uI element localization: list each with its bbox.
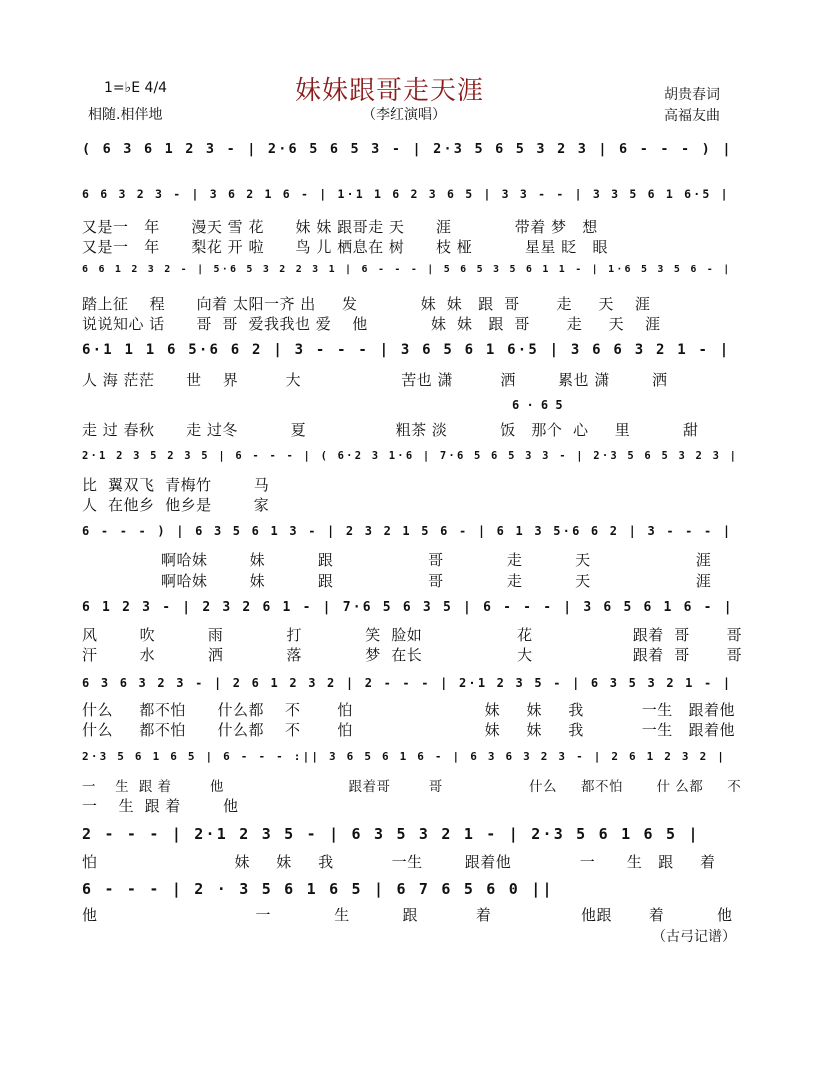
lyric-line-verse-2: 一 生 跟 着 他 (82, 797, 239, 815)
singer-credit: （李红演唱） (362, 107, 446, 123)
lyric-line-verse-1: 一 生 跟 着 他 跟着哥 哥 什么 都不怕 什 么都 不 (82, 779, 742, 795)
tempo-marking: 相随.相伴地 (88, 107, 163, 123)
lyric-line-verse-1: 踏上征 程 向着 太阳一齐 出 发 妹 妹 跟 哥 走 天 涯 (82, 295, 651, 313)
lyric-line-verse-1: 怕 妹 妹 我 一生 跟着他 一 生 跟 着 (82, 853, 716, 871)
key-signature: 1=♭E 4/4 (104, 80, 168, 96)
composer-credit: 高福友曲 (664, 108, 720, 124)
jianpu-notes: 6 6 1 2 3 2 - | 5·6 5 3 2 2 3 1 | 6 - - - | 5 6 5 3 5 6 1 1 - | 1·6 5 3 5 6 - | (82, 264, 732, 275)
jianpu-notes: 2·1 2 3 5 2 3 5 | 6 - - - | ( 6·2 3 1·6 | 7·6 5 6 5 3 3 - | 2·3 5 6 5 3 2 3 | (82, 450, 739, 462)
lyric-line-verse-2: 又是一 年 梨花 开 啦 鸟 儿 栖息在 树 枝 桠 星星 眨 眼 (82, 238, 608, 256)
jianpu-notes: 6 6 3 2 3 - | 3 6 2 1 6 - | 1·1 1 6 2 3 6 5 | 3 3 - - | 3 3 5 6 1 6·5 | (82, 187, 730, 201)
lyric-line-verse-2: 人 在他乡 他乡是 家 (82, 496, 270, 514)
notation-row (82, 825, 742, 851)
notation-row (82, 450, 742, 476)
jianpu-notes: 6 3 6 3 2 3 - | 2 6 1 2 3 2 | 2 - - - | 2·1 2 3 5 - | 6 3 5 3 2 1 - | (82, 676, 733, 690)
lyric-line-verse-2: 说说知心 话 哥 哥 爱我我也 爱 他 妹 妹 跟 哥 走 天 涯 (82, 315, 661, 333)
transcriber-credit: （古弓记谱） (652, 929, 736, 945)
lyric-line-verse-1: 什么 都不怕 什么都 不 怕 妹 妹 我 一生 跟着他 (82, 701, 736, 719)
lyric-line-verse-1: 风 吹 雨 打 笑 脸如 花 跟着 哥 哥 (82, 626, 743, 644)
lyric-line-verse-1: 又是一 年 漫天 雪 花 妹 妹 跟哥走 天 涯 带着 梦 想 (82, 218, 598, 236)
notation-row (82, 264, 742, 290)
notation-row (82, 524, 742, 550)
jianpu-notes: 2 - - - | 2·1 2 3 5 - | 6 3 5 3 2 1 - | 2·3 5 6 1 6 5 | (82, 825, 700, 843)
jianpu-notes-fragment: 6 · 6 5 (512, 398, 563, 412)
lyricist-credit: 胡贵春词 (664, 87, 720, 103)
notation-row (82, 880, 742, 906)
jianpu-notes: 6 - - - ) | 6 3 5 6 1 3 - | 2 3 2 1 5 6 - | 6 1 3 5·6 6 2 | 3 - - - | (82, 524, 733, 538)
song-title: 妹妹跟哥走天涯 (295, 76, 485, 106)
notation-row (82, 342, 742, 368)
jianpu-notes: 6·1 1 1 6 5·6 6 2 | 3 - - - | 3 6 5 6 1 6·5 | 3 6 6 3 2 1 - | (82, 342, 731, 358)
notation-row (82, 187, 742, 213)
notation-row (82, 141, 742, 167)
lyric-line-verse-2: 什么 都不怕 什么都 不 怕 妹 妹 我 一生 跟着他 (82, 721, 736, 739)
jianpu-notes: 6 1 2 3 - | 2 3 2 6 1 - | 7·6 5 6 3 5 | 6 - - - | 3 6 5 6 1 6 - | (82, 600, 734, 615)
notation-row (82, 600, 742, 626)
lyric-line-verse-1: 啊哈妹 妹 跟 哥 走 天 涯 (82, 551, 712, 569)
lyric-line-verse-1: 比 翼双飞 青梅竹 马 (82, 476, 270, 494)
lyric-line-verse-2: 汗 水 洒 落 梦 在长 大 跟着 哥 哥 (82, 646, 743, 664)
lyric-line-verse-2: 走 过 春秋 走 过冬 夏 粗茶 淡 饭 那个 心 里 甜 (82, 421, 699, 439)
lyric-line-verse-1: 人 海 茫茫 世 界 大 苦也 潇 洒 累也 潇 洒 (82, 371, 668, 389)
lyric-line-verse-1: 他 一 生 跟 着 他跟 着 他 (82, 906, 733, 924)
lyric-line-verse-2: 啊哈妹 妹 跟 哥 走 天 涯 (82, 572, 712, 590)
jianpu-notes: ( 6 3 6 1 2 3 - | 2·6 5 6 5 3 - | 2·3 5 6 5 3 2 3 | 6 - - - ) | (82, 141, 733, 157)
jianpu-notes: 6 - - - | 2 · 3 5 6 1 6 5 | 6 7 6 5 6 0 || (82, 880, 554, 898)
notation-row (82, 750, 742, 776)
jianpu-notes: 2·3 5 6 1 6 5 | 6 - - - :|| 3 6 5 6 1 6 - | 6 3 6 3 2 3 - | 2 6 1 2 3 2 | (82, 750, 727, 763)
